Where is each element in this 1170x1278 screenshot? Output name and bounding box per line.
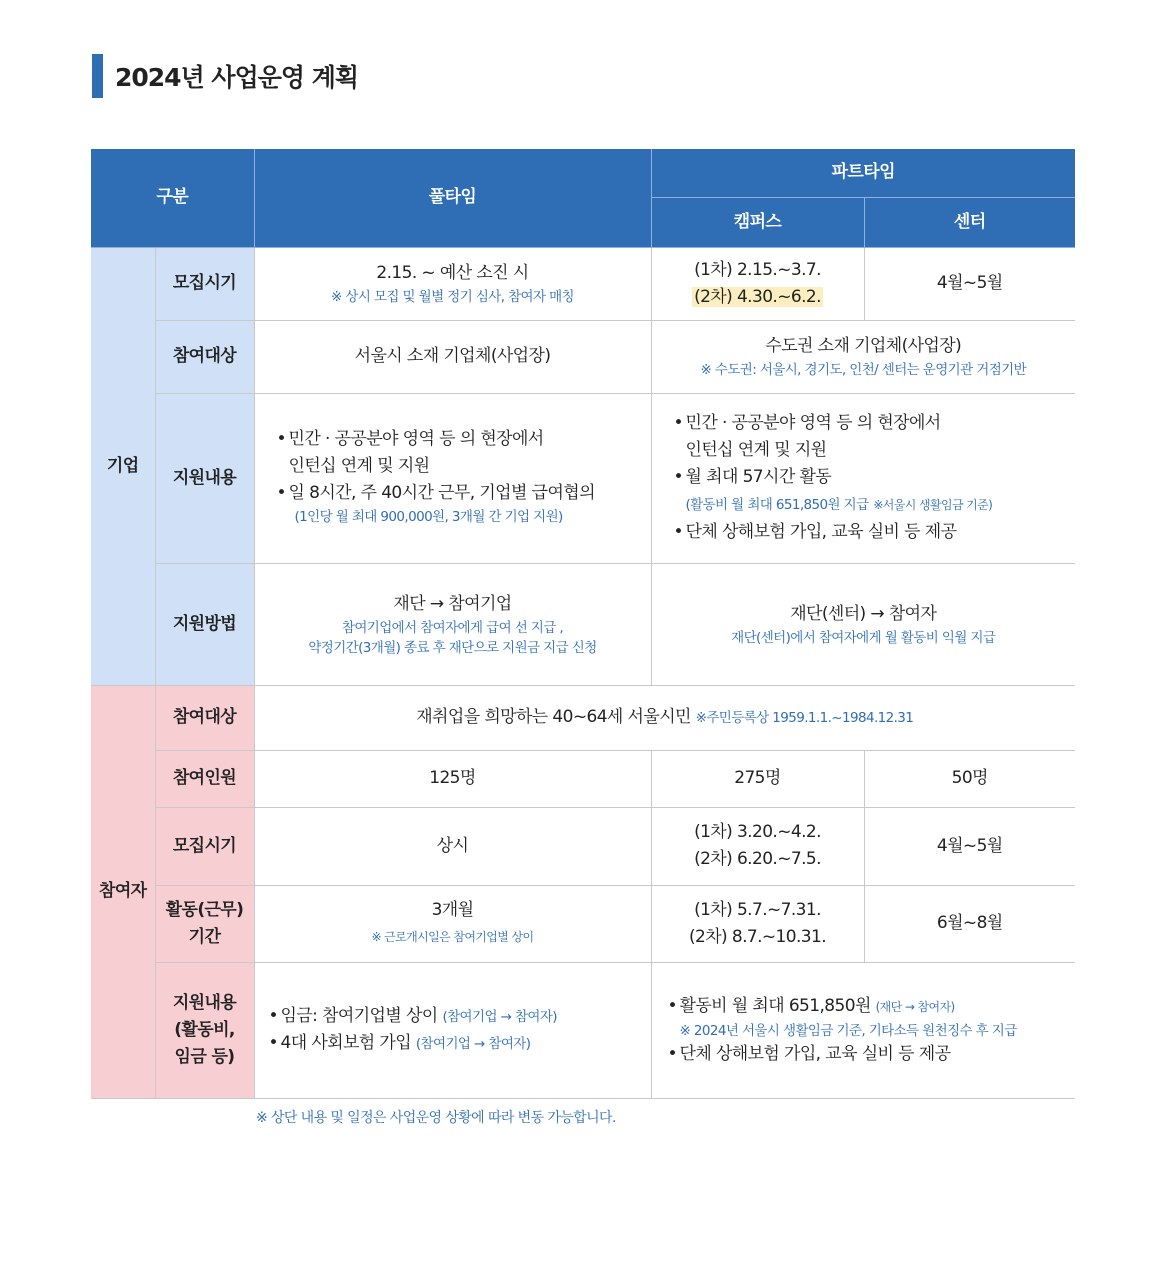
fulltime-content-list	[255, 426, 595, 527]
participant-target-value: 재취업을 희망하는 40~64세 서울시민 ※주민등록상 1959.1.1.~1984.12.31	[254, 685, 1075, 750]
participant-count-center: 50명	[864, 750, 1075, 807]
method-flow: 재단 → 참여기업	[393, 593, 512, 614]
parttime-content-list	[652, 410, 993, 546]
participant-period-campus: (1차) 5.7.~7.31. (2차) 8.7.~10.31.	[651, 885, 864, 962]
enterprise-recruit-fulltime	[254, 247, 651, 320]
list-item: • 활동비 월 최대 651,850원 (재단 → 참여자) ※ 2024년 서울시 생활임금 기준, 기타소득 원천징수 후 지급	[668, 993, 1017, 1041]
plan-table	[91, 149, 1075, 1099]
method-note-parttime: 재단(센터)에서 참여자에게 월 활동비 익월 지급	[731, 629, 996, 646]
recruit-period-note: ※ 상시 모집 및 월별 정기 심사, 참여자 매칭	[331, 289, 574, 305]
participant-count-label: 참여인원	[155, 750, 254, 807]
header-fulltime: 풀타임	[254, 149, 651, 247]
fulltime-support-list	[255, 1003, 557, 1057]
footnote: ※ 상단 내용 및 일정은 사업운영 상황에 따라 변동 가능합니다.	[256, 1110, 616, 1126]
participant-period-center: 6월~8월	[864, 885, 1075, 962]
recruit-period-text: 2.15. ~ 예산 소진 시	[376, 263, 529, 283]
page-title: 2024년 사업운영 계획	[115, 63, 359, 92]
enterprise-recruit-campus	[651, 247, 864, 320]
participant-count-campus: 275명	[651, 750, 864, 807]
participant-recruit-row	[91, 807, 1075, 885]
method-flow-parttime: 재단(센터) → 참여자	[790, 603, 937, 624]
campus-round-2-highlight: (2차) 4.30.~6.2.	[694, 286, 821, 307]
list-item: • 단체 상해보험 가입, 교육 실비 등 제공	[674, 519, 993, 546]
enterprise-recruit-center: 4월~5월	[864, 247, 1075, 320]
participant-target-label: 참여대상	[155, 685, 254, 750]
participant-count-row	[91, 750, 1075, 807]
participant-support-parttime	[651, 962, 1075, 1098]
header-category: 구분	[91, 149, 254, 247]
participant-period-label: 활동(근무) 기간	[155, 885, 254, 962]
section-title	[92, 54, 358, 98]
enterprise-method-fulltime	[254, 563, 651, 685]
list-item: • 임금: 참여기업별 상이 (참여기업 → 참여자)	[269, 1003, 557, 1030]
list-item: • 일 8시간, 주 40시간 근무, 기업별 급여협의 (1인당 월 최대 900,000원, 3개월 간 기업 지원)	[277, 480, 595, 527]
enterprise-target-fulltime: 서울시 소재 기업체(사업장)	[254, 320, 651, 393]
group-enterprise: 기업	[91, 247, 155, 685]
participant-period-fulltime: 3개월 ※ 근로개시일은 참여기업별 상이	[254, 885, 651, 962]
participant-recruit-fulltime: 상시	[254, 807, 651, 885]
participant-recruit-campus: (1차) 3.20.~4.2. (2차) 6.20.~7.5.	[651, 807, 864, 885]
group-participant: 참여자	[91, 685, 155, 1098]
list-item: • 단체 상해보험 가입, 교육 실비 등 제공	[668, 1041, 1017, 1068]
enterprise-content-parttime	[651, 393, 1075, 563]
list-item: • 민간 · 공공분야 영역 등 의 현장에서 인턴십 연계 및 지원	[674, 410, 993, 464]
header-parttime: 파트타임	[651, 149, 1075, 197]
participant-count-fulltime: 125명	[254, 750, 651, 807]
participant-recruit-label: 모집시기	[155, 807, 254, 885]
enterprise-content-label: 지원내용	[155, 393, 254, 563]
enterprise-content-row	[91, 393, 1075, 563]
participant-target-row	[91, 685, 1075, 750]
enterprise-method-row	[91, 563, 1075, 685]
parttime-support-list	[652, 993, 1017, 1068]
header-center: 센터	[864, 197, 1075, 247]
enterprise-recruit-row	[91, 247, 1075, 320]
enterprise-recruit-label: 모집시기	[155, 247, 254, 320]
enterprise-content-fulltime	[254, 393, 651, 563]
header-row-1	[91, 149, 1075, 197]
enterprise-method-label: 지원방법	[155, 563, 254, 685]
parttime-target-text: 수도권 소재 기업체(사업장)	[765, 336, 962, 356]
enterprise-target-row	[91, 320, 1075, 393]
title-accent-bar	[92, 54, 103, 98]
enterprise-method-parttime	[651, 563, 1075, 685]
list-item: • 민간 · 공공분야 영역 등 의 현장에서 인턴십 연계 및 지원	[277, 426, 595, 480]
participant-period-row	[91, 885, 1075, 962]
list-item: • 4대 사회보험 가입 (참여기업 → 참여자)	[269, 1030, 557, 1057]
method-note-2: 약정기간(3개월) 종료 후 재단으로 지원금 지급 신청	[308, 639, 597, 656]
list-item: • 월 최대 57시간 활동 (활동비 월 최대 651,850원 지급 ※서울시 생활임금 기준)	[674, 464, 993, 519]
parttime-target-note: ※ 수도권: 서울시, 경기도, 인천/ 센터는 운영기관 거점기반	[700, 362, 1027, 378]
participant-support-label: 지원내용 (활동비, 임금 등)	[155, 962, 254, 1098]
enterprise-target-parttime	[651, 320, 1075, 393]
participant-support-row	[91, 962, 1075, 1098]
campus-round-1: (1차) 2.15.~3.7.	[694, 259, 821, 280]
enterprise-target-label: 참여대상	[155, 320, 254, 393]
participant-recruit-center: 4월~5월	[864, 807, 1075, 885]
method-note-1: 참여기업에서 참여자에게 급여 선 지급 ,	[341, 619, 564, 636]
participant-support-fulltime	[254, 962, 651, 1098]
header-campus: 캠퍼스	[651, 197, 864, 247]
